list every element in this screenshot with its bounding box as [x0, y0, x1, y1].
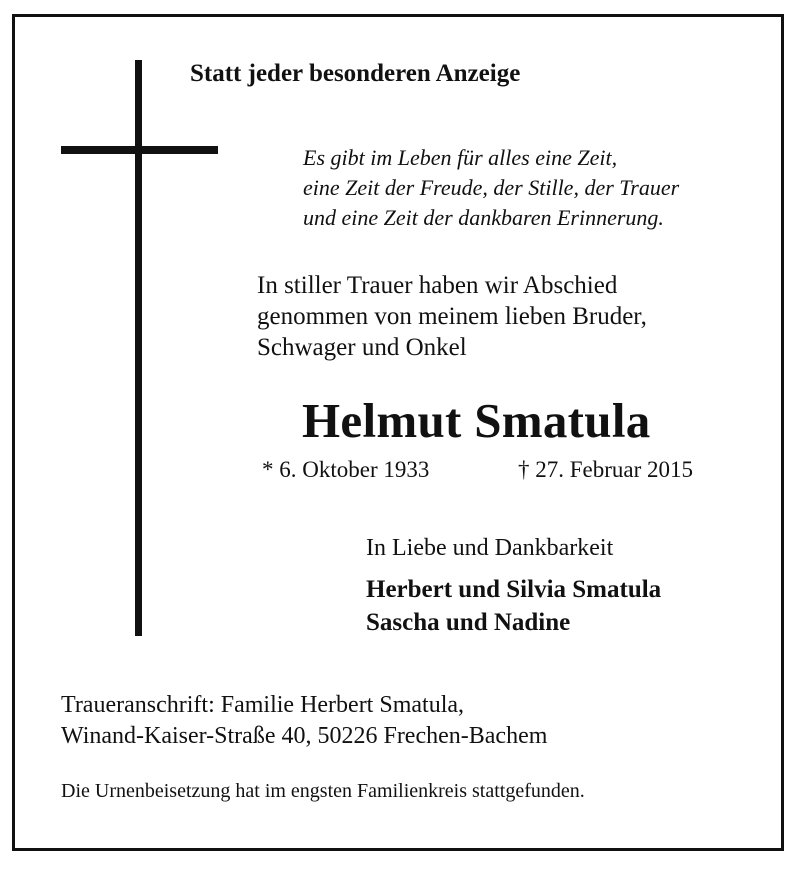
notice-header: Statt jeder besonderen Anzeige: [190, 60, 521, 87]
intro-line: genommen von meinem lieben Bruder,: [257, 303, 647, 330]
birth-date: * 6. Oktober 1933: [262, 457, 430, 482]
mourner-line: Sascha und Nadine: [366, 609, 571, 636]
death-date: † 27. Februar 2015: [518, 457, 694, 482]
burial-note: Die Urnenbeisetzung hat im engsten Familienkreis stattgefunden.: [61, 780, 585, 802]
mourners-signature: [366, 573, 661, 639]
address-line: Traueranschrift: Familie Herbert Smatula,: [61, 692, 465, 718]
intro-text: [257, 270, 647, 363]
memorial-quote: [303, 143, 679, 233]
address-line: Winand-Kaiser-Straße 40, 50226 Frechen-Bachem: [61, 723, 548, 749]
quote-line: Es gibt im Leben für alles eine Zeit,: [303, 145, 618, 170]
intro-line: Schwager und Onkel: [257, 334, 467, 361]
intro-line: In stiller Trauer haben wir Abschied: [257, 272, 618, 299]
quote-line: eine Zeit der Freude, der Stille, der Trauer: [303, 175, 680, 200]
closing-phrase: In Liebe und Dankbarkeit: [366, 535, 614, 561]
mourner-line: Herbert und Silvia Smatula: [366, 576, 662, 603]
quote-line: und eine Zeit der dankbaren Erinnerung.: [303, 205, 664, 230]
mourning-address: [61, 690, 547, 752]
cross-horizontal-bar: [61, 146, 218, 154]
deceased-name: Helmut Smatula: [302, 393, 651, 448]
